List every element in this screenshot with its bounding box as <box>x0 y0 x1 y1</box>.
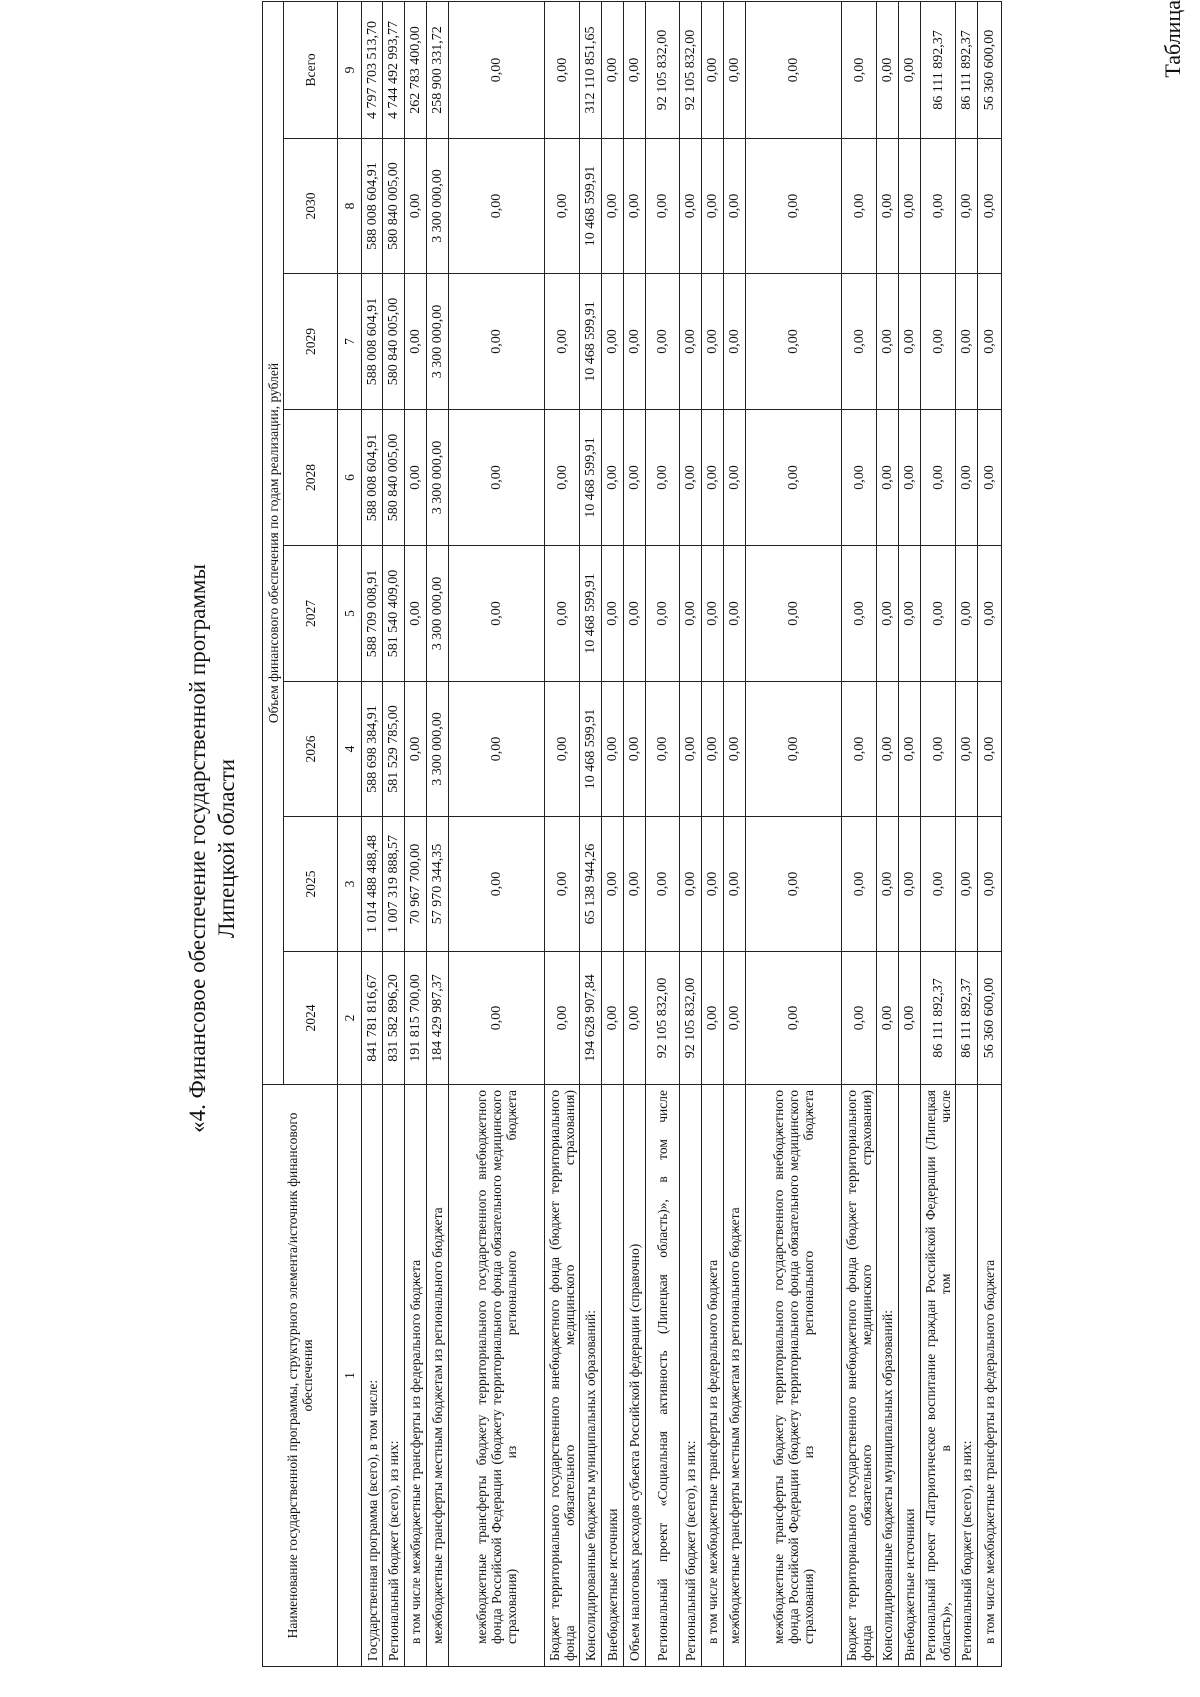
table-row <box>449 1 545 1666</box>
value-cell: 0,00 <box>405 682 427 817</box>
year-column-header: 2026 <box>284 682 338 817</box>
value-cell: 0,00 <box>899 952 921 1085</box>
value-cell: 0,00 <box>624 410 646 546</box>
row-label: Региональный бюджет (всего), из них: <box>383 1085 405 1667</box>
value-cell: 57 970 344,35 <box>427 817 449 952</box>
value-cell: 0,00 <box>724 410 746 546</box>
value-cell: 258 900 331,72 <box>427 1 449 138</box>
table-row <box>624 1 646 1666</box>
column-number: 5 <box>338 546 362 682</box>
column-number: 9 <box>338 1 362 138</box>
value-cell: 0,00 <box>702 682 724 817</box>
value-cell: 92 105 832,00 <box>680 1 702 138</box>
value-cell: 184 429 987,37 <box>427 952 449 1085</box>
value-cell: 56 360 600,00 <box>978 952 1002 1085</box>
value-cell: 0,00 <box>921 682 956 817</box>
row-label: Консолидированные бюджеты муниципальных образований: <box>580 1085 602 1667</box>
value-cell: 0,00 <box>545 817 580 952</box>
value-cell: 0,00 <box>724 817 746 952</box>
value-cell: 588 698 384,91 <box>362 682 383 817</box>
column-number: 2 <box>338 952 362 1085</box>
value-cell: 0,00 <box>746 1 842 138</box>
row-label: Внебюджетные источники <box>602 1085 624 1667</box>
value-cell: 0,00 <box>624 1 646 138</box>
year-column-header: 2030 <box>284 139 338 274</box>
value-cell: 0,00 <box>746 682 842 817</box>
value-cell: 0,00 <box>899 1 921 138</box>
value-cell: 0,00 <box>405 410 427 546</box>
value-cell: 3 300 000,00 <box>427 139 449 274</box>
value-cell: 0,00 <box>724 952 746 1085</box>
years-group-header: Объем финансового обеспечения по годам реализации, рублей <box>263 1 284 1084</box>
value-cell: 0,00 <box>956 817 978 952</box>
value-cell: 86 111 892,37 <box>956 1 978 138</box>
value-cell: 0,00 <box>956 682 978 817</box>
row-label: межбюджетные трансферты бюджету территориального государственного внебюджетного фонда Российской Федерации (бюджету территориального фонда обязательного медицинского страхования) из регионального бюджета <box>449 1085 545 1667</box>
value-cell: 4 797 703 513,70 <box>362 1 383 138</box>
value-cell: 0,00 <box>646 274 680 410</box>
value-cell: 0,00 <box>449 546 545 682</box>
value-cell: 581 540 409,00 <box>383 546 405 682</box>
row-label: межбюджетные трансферты бюджету территориального государственного внебюджетного фонда Российской Федерации (бюджету территориального фонда обязательного медицинского страхования) из регионального бюджета <box>746 1085 842 1667</box>
value-cell: 0,00 <box>545 546 580 682</box>
table-row <box>383 1 405 1666</box>
table-label: Таблица <box>1160 0 1185 78</box>
value-cell: 0,00 <box>842 682 877 817</box>
value-cell: 0,00 <box>680 682 702 817</box>
row-label: в том числе межбюджетные трансферты из федерального бюджета <box>702 1085 724 1667</box>
value-cell: 831 582 896,20 <box>383 952 405 1085</box>
year-column-header: 2024 <box>284 952 338 1085</box>
year-column-header: Всего <box>284 1 338 138</box>
value-cell: 0,00 <box>449 1 545 138</box>
value-cell: 0,00 <box>956 274 978 410</box>
value-cell: 3 300 000,00 <box>427 410 449 546</box>
value-cell: 0,00 <box>602 410 624 546</box>
value-cell: 580 840 005,00 <box>383 410 405 546</box>
value-cell: 0,00 <box>602 1 624 138</box>
value-cell: 580 840 005,00 <box>383 139 405 274</box>
value-cell: 0,00 <box>978 139 1002 274</box>
value-cell: 0,00 <box>877 410 899 546</box>
value-cell: 0,00 <box>842 546 877 682</box>
value-cell: 0,00 <box>646 546 680 682</box>
value-cell: 0,00 <box>624 139 646 274</box>
value-cell: 0,00 <box>646 817 680 952</box>
row-label: межбюджетные трансферты местным бюджетам из регионального бюджета <box>724 1085 746 1667</box>
row-label: Региональный бюджет (всего), из них: <box>956 1085 978 1667</box>
value-cell: 0,00 <box>746 410 842 546</box>
value-cell: 0,00 <box>545 1 580 138</box>
value-cell: 0,00 <box>956 410 978 546</box>
row-label: Региональный бюджет (всего), из них: <box>680 1085 702 1667</box>
value-cell: 70 967 700,00 <box>405 817 427 952</box>
value-cell: 1 007 319 888,57 <box>383 817 405 952</box>
table-row <box>680 1 702 1666</box>
document-title: «4. Финансовое обеспечение государственной программы <box>185 564 210 1133</box>
value-cell: 0,00 <box>702 1 724 138</box>
value-cell: 0,00 <box>545 952 580 1085</box>
row-label: Бюджет территориального государственного внебюджетного фонда (бюджет территориального фонда обязательного медицинского страхования) <box>842 1085 877 1667</box>
value-cell: 0,00 <box>545 682 580 817</box>
value-cell: 0,00 <box>449 682 545 817</box>
table-row <box>724 1 746 1666</box>
value-cell: 0,00 <box>449 952 545 1085</box>
value-cell: 0,00 <box>449 410 545 546</box>
value-cell: 0,00 <box>978 410 1002 546</box>
year-column-header: 2029 <box>284 274 338 410</box>
table-row <box>362 1 383 1666</box>
value-cell: 0,00 <box>449 817 545 952</box>
value-cell: 0,00 <box>956 546 978 682</box>
value-cell: 0,00 <box>921 139 956 274</box>
value-cell: 0,00 <box>680 546 702 682</box>
financing-table <box>262 1 1002 1667</box>
value-cell: 0,00 <box>956 139 978 274</box>
table-row <box>899 1 921 1666</box>
value-cell: 0,00 <box>680 274 702 410</box>
value-cell: 0,00 <box>545 274 580 410</box>
value-cell: 0,00 <box>602 546 624 682</box>
value-cell: 581 529 785,00 <box>383 682 405 817</box>
value-cell: 0,00 <box>702 139 724 274</box>
table-row <box>427 1 449 1666</box>
value-cell: 0,00 <box>899 274 921 410</box>
value-cell: 0,00 <box>921 546 956 682</box>
year-column-header: 2025 <box>284 817 338 952</box>
table-row <box>746 1 842 1666</box>
value-cell: 0,00 <box>724 274 746 410</box>
value-cell: 65 138 944,26 <box>580 817 602 952</box>
row-label: Объем налоговых расходов субъекта Российской федерации (справочно) <box>624 1085 646 1667</box>
table-row <box>702 1 724 1666</box>
table-row <box>602 1 624 1666</box>
row-label: Внебюджетные источники <box>899 1085 921 1667</box>
value-cell: 0,00 <box>724 1 746 138</box>
value-cell: 0,00 <box>921 817 956 952</box>
value-cell: 0,00 <box>842 952 877 1085</box>
value-cell: 0,00 <box>921 410 956 546</box>
value-cell: 0,00 <box>405 546 427 682</box>
value-cell: 10 468 599,91 <box>580 546 602 682</box>
value-cell: 0,00 <box>449 139 545 274</box>
value-cell: 191 815 700,00 <box>405 952 427 1085</box>
row-label: Региональный проект «Социальная активность (Липецкая область)», в том числе <box>646 1085 680 1667</box>
value-cell: 580 840 005,00 <box>383 274 405 410</box>
row-label: Государственная программа (всего), в том числе: <box>362 1085 383 1667</box>
value-cell: 0,00 <box>842 274 877 410</box>
value-cell: 0,00 <box>624 274 646 410</box>
value-cell: 86 111 892,37 <box>921 1 956 138</box>
value-cell: 56 360 600,00 <box>978 1 1002 138</box>
row-label: Региональный проект «Патриотическое воспитание граждан Российской Федерации (Липецкая область)», в том числе <box>921 1085 956 1667</box>
value-cell: 0,00 <box>877 682 899 817</box>
value-cell: 0,00 <box>877 139 899 274</box>
value-cell: 841 781 816,67 <box>362 952 383 1085</box>
value-cell: 194 628 907,84 <box>580 952 602 1085</box>
document-subtitle: Липецкой области <box>214 758 239 939</box>
value-cell: 0,00 <box>680 139 702 274</box>
value-cell: 0,00 <box>842 817 877 952</box>
value-cell: 0,00 <box>899 682 921 817</box>
value-cell: 0,00 <box>899 139 921 274</box>
value-cell: 86 111 892,37 <box>921 952 956 1085</box>
value-cell: 0,00 <box>842 139 877 274</box>
value-cell: 4 744 492 993,77 <box>383 1 405 138</box>
value-cell: 3 300 000,00 <box>427 274 449 410</box>
value-cell: 0,00 <box>877 274 899 410</box>
row-label: Консолидированные бюджеты муниципальных образований: <box>877 1085 899 1667</box>
value-cell: 0,00 <box>405 139 427 274</box>
value-cell: 0,00 <box>702 274 724 410</box>
value-cell: 10 468 599,91 <box>580 410 602 546</box>
column-number: 8 <box>338 139 362 274</box>
table-row <box>921 1 956 1666</box>
value-cell: 92 105 832,00 <box>646 1 680 138</box>
value-cell: 10 468 599,91 <box>580 274 602 410</box>
value-cell: 92 105 832,00 <box>646 952 680 1085</box>
value-cell: 0,00 <box>899 546 921 682</box>
column-number: 3 <box>338 817 362 952</box>
value-cell: 0,00 <box>724 546 746 682</box>
value-cell: 0,00 <box>624 817 646 952</box>
value-cell: 0,00 <box>702 546 724 682</box>
value-cell: 92 105 832,00 <box>680 952 702 1085</box>
column-number: 1 <box>338 1085 362 1667</box>
value-cell: 0,00 <box>646 682 680 817</box>
value-cell: 0,00 <box>602 952 624 1085</box>
value-cell: 0,00 <box>877 1 899 138</box>
value-cell: 0,00 <box>624 952 646 1085</box>
name-column-header: Наименование государственной программы, структурного элемента/источник финансового обеспечения <box>263 1085 338 1667</box>
value-cell: 86 111 892,37 <box>956 952 978 1085</box>
value-cell: 312 110 851,65 <box>580 1 602 138</box>
value-cell: 0,00 <box>680 410 702 546</box>
value-cell: 0,00 <box>877 546 899 682</box>
row-label: в том числе межбюджетные трансферты из федерального бюджета <box>978 1085 1002 1667</box>
value-cell: 0,00 <box>746 817 842 952</box>
value-cell: 0,00 <box>545 139 580 274</box>
value-cell: 0,00 <box>746 139 842 274</box>
value-cell: 0,00 <box>602 274 624 410</box>
row-label: межбюджетные трансферты местным бюджетам из регионального бюджета <box>427 1085 449 1667</box>
value-cell: 0,00 <box>899 410 921 546</box>
value-cell: 3 300 000,00 <box>427 682 449 817</box>
value-cell: 0,00 <box>624 682 646 817</box>
value-cell: 262 783 400,00 <box>405 1 427 138</box>
value-cell: 10 468 599,91 <box>580 682 602 817</box>
value-cell: 3 300 000,00 <box>427 546 449 682</box>
value-cell: 588 008 604,91 <box>362 410 383 546</box>
table-row <box>405 1 427 1666</box>
table-row <box>580 1 602 1666</box>
column-number: 7 <box>338 274 362 410</box>
value-cell: 0,00 <box>921 274 956 410</box>
row-label: в том числе межбюджетные трансферты из федерального бюджета <box>405 1085 427 1667</box>
column-number: 6 <box>338 410 362 546</box>
row-label: Бюджет территориального государственного внебюджетного фонда (бюджет территориального фонда обязательного медицинского страхования) <box>545 1085 580 1667</box>
value-cell: 0,00 <box>602 139 624 274</box>
value-cell: 10 468 599,91 <box>580 139 602 274</box>
value-cell: 0,00 <box>842 1 877 138</box>
value-cell: 0,00 <box>702 817 724 952</box>
table-row <box>646 1 680 1666</box>
value-cell: 588 008 604,91 <box>362 139 383 274</box>
value-cell: 0,00 <box>746 952 842 1085</box>
column-number: 4 <box>338 682 362 817</box>
value-cell: 588 709 008,91 <box>362 546 383 682</box>
value-cell: 0,00 <box>842 410 877 546</box>
value-cell: 0,00 <box>602 682 624 817</box>
value-cell: 0,00 <box>899 817 921 952</box>
table-row <box>978 1 1002 1666</box>
value-cell: 588 008 604,91 <box>362 274 383 410</box>
value-cell: 0,00 <box>680 817 702 952</box>
value-cell: 0,00 <box>702 410 724 546</box>
value-cell: 0,00 <box>978 817 1002 952</box>
value-cell: 0,00 <box>724 682 746 817</box>
value-cell: 0,00 <box>646 410 680 546</box>
value-cell: 0,00 <box>646 139 680 274</box>
value-cell: 0,00 <box>405 274 427 410</box>
table-row <box>877 1 899 1666</box>
table-row <box>842 1 877 1666</box>
value-cell: 0,00 <box>746 546 842 682</box>
value-cell: 0,00 <box>624 546 646 682</box>
value-cell: 0,00 <box>978 546 1002 682</box>
value-cell: 0,00 <box>978 274 1002 410</box>
value-cell: 0,00 <box>602 817 624 952</box>
value-cell: 0,00 <box>877 952 899 1085</box>
value-cell: 0,00 <box>545 410 580 546</box>
value-cell: 0,00 <box>724 139 746 274</box>
value-cell: 1 014 488 488,48 <box>362 817 383 952</box>
table-row <box>956 1 978 1666</box>
value-cell: 0,00 <box>702 952 724 1085</box>
value-cell: 0,00 <box>978 682 1002 817</box>
value-cell: 0,00 <box>746 274 842 410</box>
year-column-header: 2028 <box>284 410 338 546</box>
year-column-header: 2027 <box>284 546 338 682</box>
value-cell: 0,00 <box>877 817 899 952</box>
value-cell: 0,00 <box>449 274 545 410</box>
table-row <box>545 1 580 1666</box>
